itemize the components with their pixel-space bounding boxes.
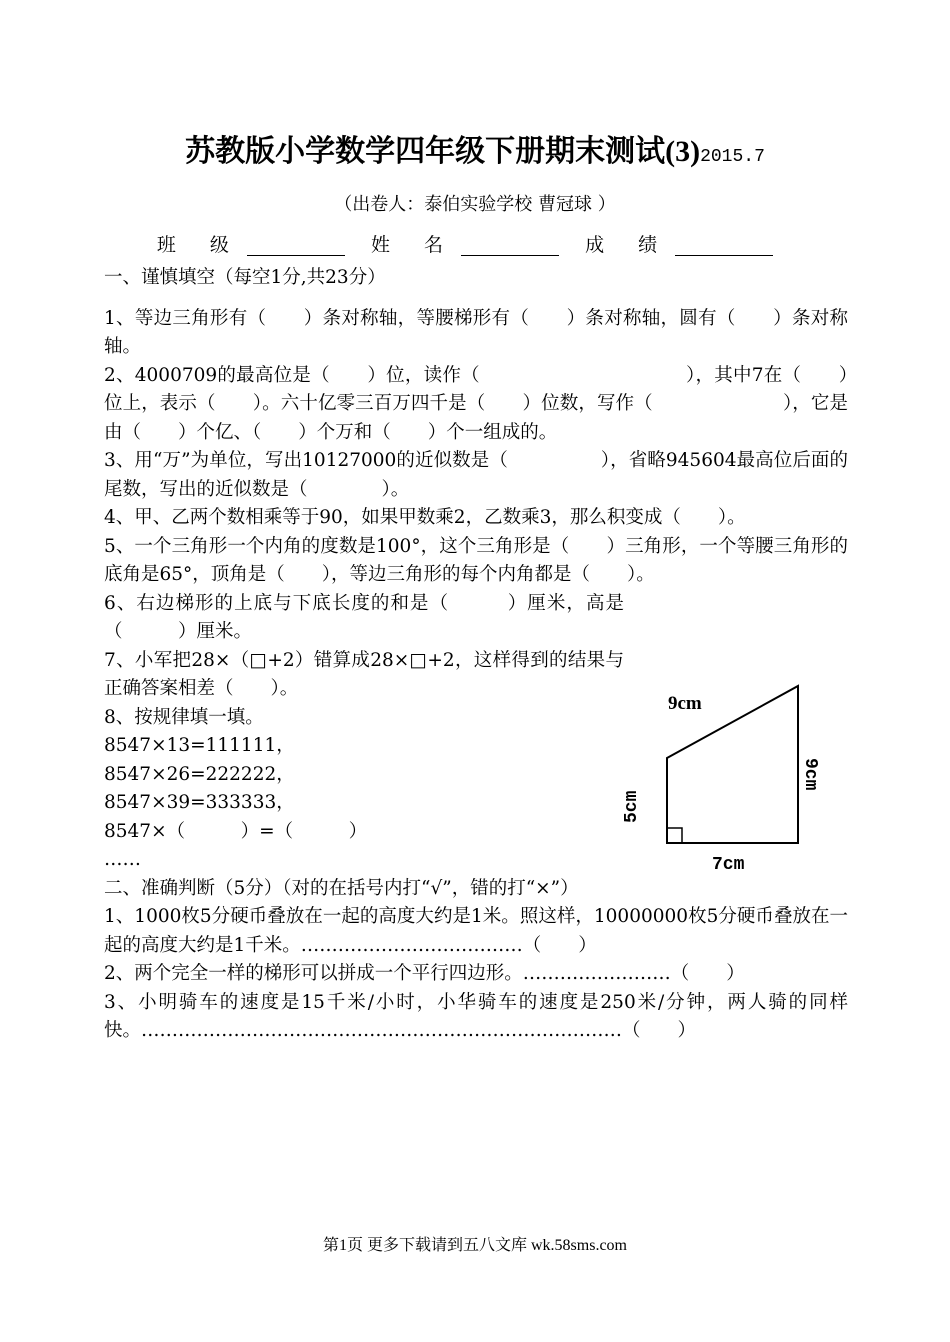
score-blank[interactable] xyxy=(675,237,773,256)
bottom-edge-label: 7cm xyxy=(712,855,745,875)
name-label: 姓 名 xyxy=(370,234,458,256)
question-2-3: 3、小明骑车的速度是15千米/小时，小华骑车的速度是250米/分钟，两人骑的同样快。……………………………………………………………………（ ） xyxy=(104,991,848,1041)
class-blank[interactable] xyxy=(247,237,345,256)
page-title xyxy=(0,126,950,170)
class-label: 班 级 xyxy=(156,234,243,256)
question-1-7: 7、小军把28×（□+2）错算成28×□+2，这样得到的结果与正确答案相差（ ）。 xyxy=(104,649,624,699)
section2-heading: 二、准确判断（5分）（对的在括号内打“√”，错的打“×”） xyxy=(104,877,579,899)
pattern-line: 8547×（ ）=（ ） xyxy=(104,820,368,842)
question-1-6: 6、右边梯形的上底与下底长度的和是（ ）厘米，高是（ ）厘米。 xyxy=(104,592,624,642)
top-edge-label: 9cm xyxy=(668,693,702,714)
question-1-5: 5、一个三角形一个内角的度数是100°，这个三角形是（ ）三角形，一个等腰三角形的底角是65°，顶角是（ ），等边三角形的每个内角都是（ ）。 xyxy=(104,535,848,585)
score-label: 成 绩 xyxy=(585,234,672,256)
trapezoid-figure xyxy=(610,678,850,878)
author-line: （出卷人：泰伯实验学校 曹冠球 ） xyxy=(334,194,616,215)
name-blank[interactable] xyxy=(461,237,559,256)
pattern-line: 8547×26=222222， xyxy=(104,763,295,785)
title-main: 苏教版小学数学四年级下册期末测试(3) xyxy=(185,135,701,168)
question-1-4: 4、甲、乙两个数相乘等于90，如果甲数乘2，乙数乘3，那么积变成（ ）。 xyxy=(104,507,746,528)
title-date: 2015.7 xyxy=(700,147,765,167)
exam-body xyxy=(104,264,848,1046)
pattern-line: 8547×13=111111， xyxy=(104,735,295,756)
question-2-1: 1、1000枚5分硬币叠放在一起的高度大约是1米。照这样，10000000枚5分硬币叠放在一起的高度大约是1千米。………………………………（ ） xyxy=(104,906,848,956)
student-fields xyxy=(0,230,950,257)
page-footer: 第1页 更多下载请到五八文库 wk.58sms.com xyxy=(322,1237,627,1254)
pattern-line: 8547×39=333333， xyxy=(104,792,295,813)
left-edge-label: 5cm xyxy=(622,790,642,823)
section1-heading: 一、谨慎填空（每空1分,共23分） xyxy=(104,267,386,288)
question-1-1: 1、等边三角形有（ ）条对称轴，等腰梯形有（ ）条对称轴，圆有（ ）条对称轴。 xyxy=(104,307,848,357)
question-1-3: 3、用“万”为单位，写出10127000的近似数是（ ），省略945604最高位后面的尾数，写出的近似数是（ ）。 xyxy=(104,450,848,500)
pattern-line: …… xyxy=(104,849,141,870)
right-angle-mark xyxy=(667,828,682,843)
question-2-2: 2、两个完全一样的梯形可以拼成一个平行四边形。……………………（ ） xyxy=(104,963,745,984)
question-1-2: 2、4000709的最高位是（ ）位，读作（ ），其中7在（ ）位上，表示（ ）。六十亿零三百万四千是（ ）位数，写作（ ），它是由（ ）个亿、（ ）个万和（ ）个一组成的。 xyxy=(104,364,848,443)
right-edge-label: 9cm xyxy=(800,758,820,791)
question-1-8: 8、按规律填一填。 xyxy=(104,706,264,728)
